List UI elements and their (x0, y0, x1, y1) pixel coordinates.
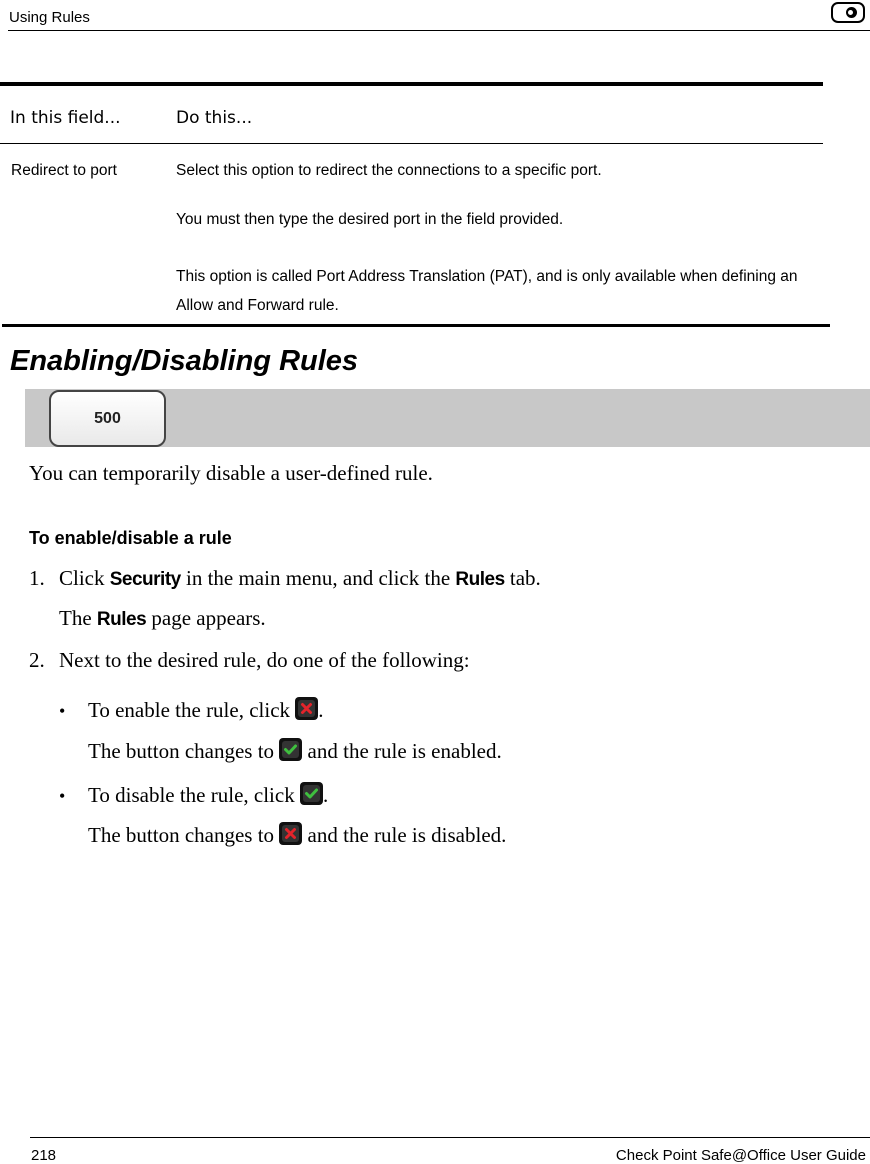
bullet-symbol: • (59, 701, 66, 721)
bullet-symbol: • (59, 786, 66, 806)
bullet-enable-result (88, 738, 502, 764)
bullet-text: To disable the rule, click (88, 783, 300, 807)
table-cell-paragraph: This option is called Port Address Translation (PAT), and is only available when defining an Allow and Forward rule. (176, 268, 798, 314)
step-1 (29, 566, 541, 591)
enabled-check-icon (300, 782, 323, 805)
footer-divider (30, 1137, 870, 1138)
bullet-text: and the rule is enabled. (302, 739, 502, 763)
bullet-disable (59, 782, 328, 808)
bullet-text: The button changes to (88, 823, 280, 847)
table-top-border (0, 82, 823, 86)
step-number: 2. (29, 648, 45, 672)
bullet-text: The button changes to (88, 739, 280, 763)
table-cell-field: Redirect to port (11, 162, 117, 179)
step-text: Next to the desired rule, do one of the following: (59, 648, 470, 672)
running-header-title: Using Rules (9, 9, 90, 26)
model-500-badge: 500 (49, 390, 166, 447)
table-header-divider (0, 143, 823, 144)
ui-term-rules: Rules (455, 569, 505, 590)
step-2 (29, 648, 470, 673)
bullet-text: and the rule is disabled. (302, 823, 507, 847)
step-text: Click (59, 566, 110, 590)
disabled-x-icon (295, 697, 318, 720)
section-heading: Enabling/Disabling Rules (10, 345, 359, 377)
table-header-action: Do this... (176, 108, 253, 128)
guide-title: Check Point Safe@Office User Guide (615, 1147, 866, 1164)
page-number: 218 (31, 1147, 57, 1164)
bullet-enable (59, 697, 324, 723)
step-number: 1. (29, 566, 45, 590)
step-text: tab. (504, 566, 541, 590)
record-icon (831, 2, 865, 23)
intro-paragraph: You can temporarily disable a user-defined rule. (29, 461, 433, 485)
disabled-x-icon (279, 822, 302, 845)
ui-term-rules: Rules (96, 609, 147, 630)
procedure-heading: To enable/disable a rule (29, 528, 232, 548)
header-divider (8, 30, 870, 31)
step-text: The (59, 606, 97, 630)
table-cell-paragraph: Select this option to redirect the connections to a specific port. (176, 162, 602, 179)
step-1-result (59, 606, 266, 631)
bullet-disable-result (88, 822, 506, 848)
table-cell-paragraph: You must then type the desired port in the field provided. (176, 211, 564, 228)
step-text: page appears. (146, 606, 266, 630)
enabled-check-icon (279, 738, 302, 761)
bullet-text: . (322, 783, 329, 807)
table-bottom-border (2, 324, 830, 327)
table-header-field: In this field... (10, 108, 121, 128)
bullet-text: . (318, 698, 324, 722)
ui-term-security: Security (109, 569, 181, 590)
step-text: in the main menu, and click the (180, 566, 456, 590)
bullet-text: To enable the rule, click (88, 698, 296, 722)
